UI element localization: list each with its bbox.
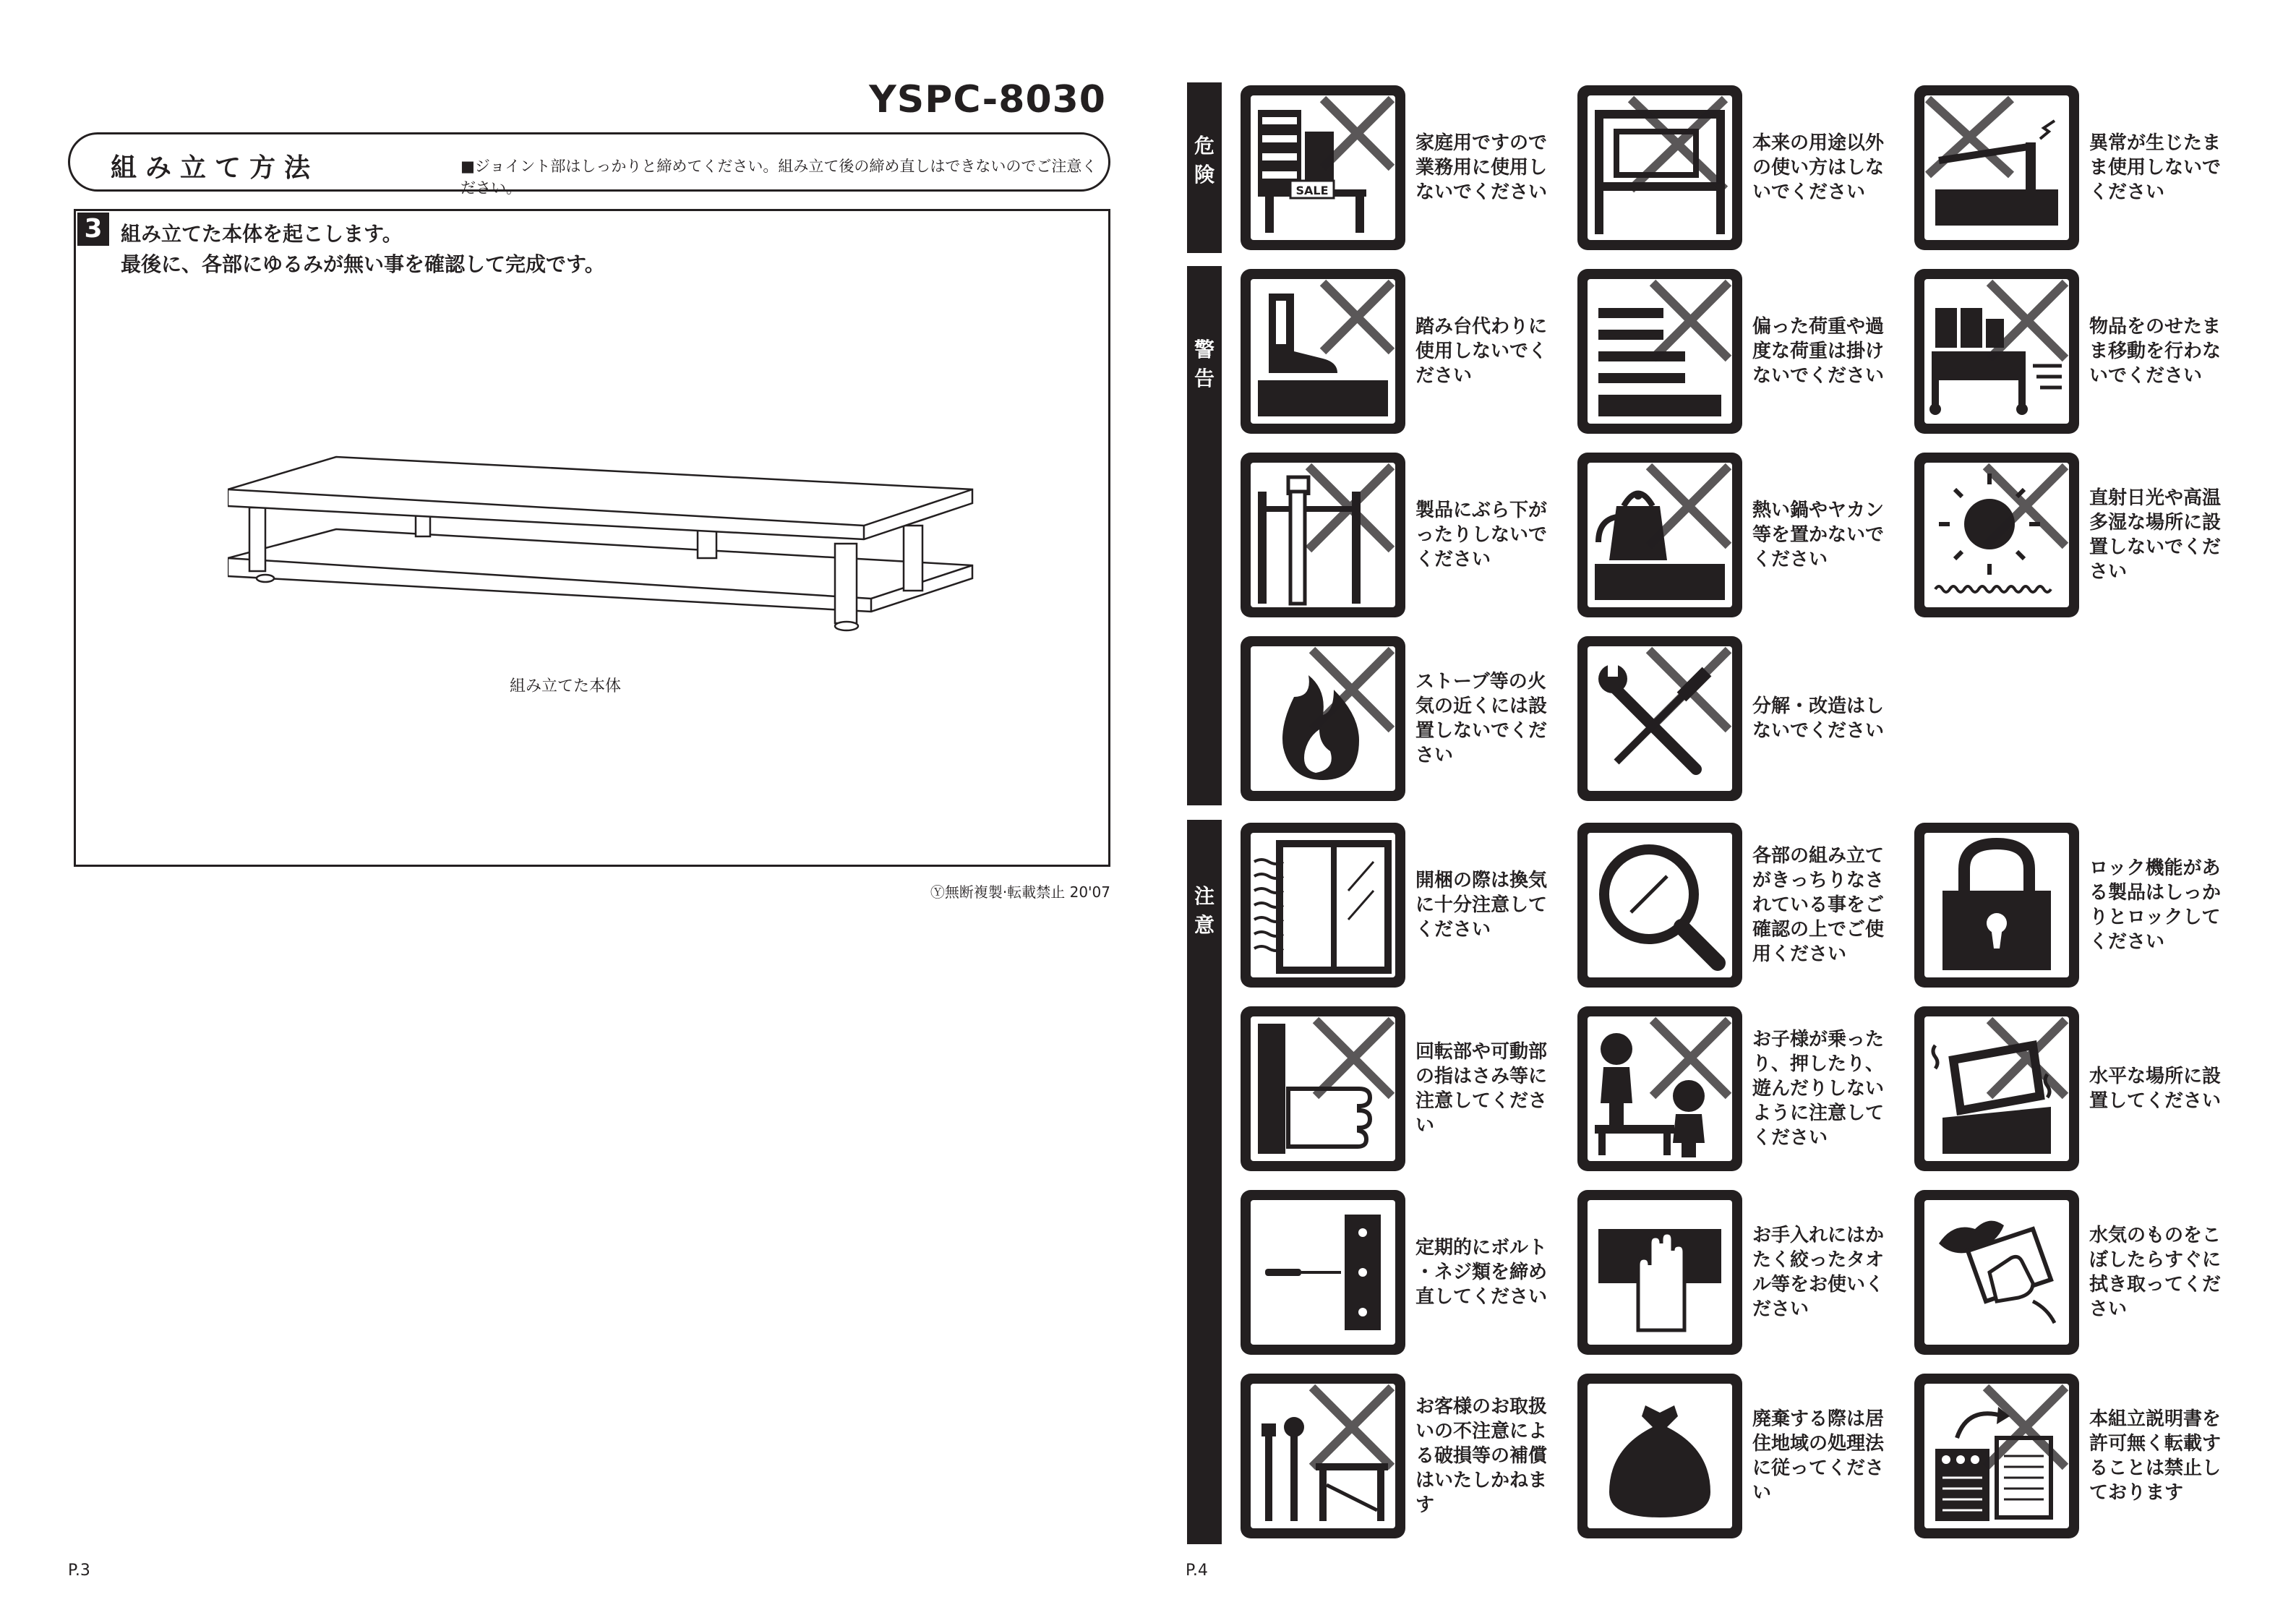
magnifier-icon xyxy=(1577,823,1742,988)
item-text: 水気のものをこ ぼしたらすぐに 拭き取ってくだ さい xyxy=(2089,1225,2222,1320)
caution-item-6 xyxy=(1914,1006,2247,1174)
warning-item-8 xyxy=(1577,453,1910,620)
warning-item-4 xyxy=(1241,269,1573,437)
hanging-icon xyxy=(1241,453,1405,617)
figure-caption: 組み立てた本体 xyxy=(510,677,622,695)
item-text: 家庭用ですので 業務用に使用し ないでください xyxy=(1415,132,1548,203)
caution-item-4 xyxy=(1241,1006,1573,1174)
warning-item-11 xyxy=(1577,636,1910,804)
item-text: お手入れにはか たく絞ったタオ ル等をお使いく ださい xyxy=(1752,1225,1885,1320)
item-text: 本来の用途以外 の使い方はしな いでください xyxy=(1752,132,1885,203)
item-text: 水平な場所に設 置してください xyxy=(2089,1066,2222,1112)
warning-item-10 xyxy=(1241,636,1573,804)
item-text: 本組立説明書を 許可無く転載す ることは禁止し ております xyxy=(2089,1408,2222,1504)
fire-icon xyxy=(1241,636,1405,801)
item-text: 熱い鍋やヤカン 等を置かないで ください xyxy=(1752,500,1885,570)
garbage-bag-icon xyxy=(1577,1374,1742,1538)
section-title: 組み立て方法 xyxy=(111,153,320,183)
hand-towel-icon xyxy=(1577,1190,1742,1355)
item-text: 製品にぶら下が ったりしないで ください xyxy=(1415,500,1548,570)
item-text: 踏み台代わりに 使用しないでく ださい xyxy=(1415,316,1548,387)
item-text: お子様が乗った り、押したり、 遊んだりしない ように注意して ください xyxy=(1752,1029,1885,1149)
item-text: 異常が生じたま ま使用しないで ください xyxy=(2089,132,2222,203)
caution-item-11 xyxy=(1577,1374,1910,1541)
damage-icon xyxy=(1241,1374,1405,1538)
item-text: ストーブ等の火 気の近くには設 置しないでくだ さい xyxy=(1415,671,1548,766)
caution-item-1 xyxy=(1241,823,1573,990)
page-number-right: P.4 xyxy=(1186,1562,1208,1580)
screwdriver-bolt-icon xyxy=(1241,1190,1405,1355)
overload-icon xyxy=(1577,269,1742,434)
item-text: 開梱の際は換気 に十分注意して ください xyxy=(1415,870,1548,941)
foot-step-icon xyxy=(1241,269,1405,434)
assembled-rack-illustration xyxy=(228,450,1059,667)
model-number: YSPC-8030 xyxy=(869,78,1106,121)
caution-item-2 xyxy=(1577,823,1910,990)
page-number-left: P.3 xyxy=(68,1562,90,1580)
category-danger: 危 険 xyxy=(1187,82,1222,253)
children-icon xyxy=(1577,1006,1742,1171)
warning-item-7 xyxy=(1241,453,1573,620)
step-panel xyxy=(74,209,1110,867)
category-caution: 注 意 xyxy=(1187,820,1222,1544)
ventilation-icon xyxy=(1241,823,1405,988)
item-text: 物品をのせたま ま移動を行わな いでください xyxy=(2089,316,2222,387)
item-text: 各部の組み立て がきっちりなさ れている事をご 確認の上でご使 用ください xyxy=(1752,845,1885,965)
step-instruction-line2: 最後に、各部にゆるみが無い事を確認して完成です。 xyxy=(121,252,605,276)
sunlight-icon xyxy=(1914,453,2079,617)
no-copy-icon xyxy=(1914,1374,2079,1538)
section-header xyxy=(68,132,1110,197)
caution-item-9 xyxy=(1914,1190,2247,1358)
caution-item-5 xyxy=(1577,1006,1910,1174)
item-text: ロック機能があ る製品はしっか りとロックして ください xyxy=(2089,857,2222,953)
warning-item-6 xyxy=(1914,269,2247,437)
moving-cart-icon xyxy=(1914,269,2079,434)
svg-text:SALE: SALE xyxy=(1295,184,1329,197)
finger-pinch-icon xyxy=(1241,1006,1405,1171)
category-warning: 警 告 xyxy=(1187,266,1222,805)
caution-item-3 xyxy=(1914,823,2247,990)
hot-kettle-icon xyxy=(1577,453,1742,617)
copyright-note: Ⓨ無断複製·転載禁止 20'07 xyxy=(930,883,1110,901)
step-instruction-line1: 組み立てた本体を起こします。 xyxy=(121,222,403,246)
warning-item-5 xyxy=(1577,269,1910,437)
caution-item-8 xyxy=(1577,1190,1910,1358)
warning-item-3 xyxy=(1914,85,2247,253)
table-misuse-icon xyxy=(1577,85,1742,250)
caution-item-12 xyxy=(1914,1374,2247,1541)
item-text: 直射日光や高温 多湿な場所に設 置しないでくだ さい xyxy=(2089,487,2222,583)
step-number: 3 xyxy=(77,213,109,246)
warning-item-9 xyxy=(1914,453,2247,620)
caution-item-7 xyxy=(1241,1190,1573,1358)
warning-item-2 xyxy=(1577,85,1910,253)
item-text: 偏った荷重や過 度な荷重は掛け ないでください xyxy=(1752,316,1885,387)
level-surface-icon xyxy=(1914,1006,2079,1171)
item-text: 廃棄する際は居 住地域の処理法 に従ってくださ い xyxy=(1752,1408,1885,1504)
wipe-spill-icon xyxy=(1914,1190,2079,1355)
item-text: 定期的にボルト ・ネジ類を締め 直してください xyxy=(1415,1237,1548,1308)
warning-item-1 xyxy=(1241,85,1573,253)
item-text: お客様のお取扱 いの不注意によ る破損等の補償 はいたしかねま す xyxy=(1415,1396,1548,1516)
lock-icon xyxy=(1914,823,2079,988)
section-note: ■ジョイント部はしっかりと締めてください。組み立て後の締め直しはできないのでご注意ください。 xyxy=(461,158,1097,197)
item-text: 分解・改造はし ないでください xyxy=(1752,695,1885,742)
broken-shelf-icon xyxy=(1914,85,2079,250)
tools-icon xyxy=(1577,636,1742,801)
caution-item-10 xyxy=(1241,1374,1573,1541)
item-text: 回転部や可動部 の指はさみ等に 注意してくださ い xyxy=(1415,1041,1548,1136)
sale-shelf-icon xyxy=(1241,85,1405,250)
